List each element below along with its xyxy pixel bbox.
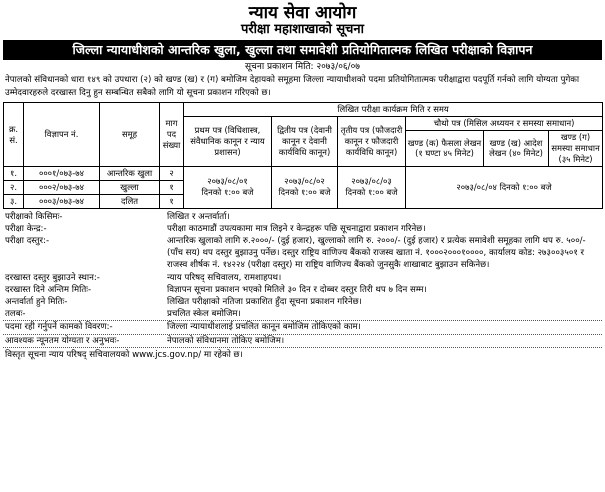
header-paper-1: प्रथम पत्र (विधिशास्त्र, संवैधानिक कानून र न्याय प्रशासन) — [184, 117, 272, 167]
header-group: समूह — [100, 103, 160, 167]
detail-row — [3, 235, 602, 272]
detail-label: अन्तर्वार्ता हुने मितिः- — [5, 297, 68, 308]
header-adv-no: विज्ञापन नं. — [24, 103, 100, 167]
paper-2-time: दिनको १:०० बजे — [278, 187, 331, 198]
detail-value: लिखित परीक्षाको नतिजा प्रकाशित हुँदा सूचना प्रकाशन गरिनेछ। — [167, 297, 362, 308]
header-exam-schedule: लिखित परीक्षा कार्यक्रम मिति र समय — [184, 103, 603, 117]
detail-value: न्याय परिषद् सचिवालय, रामशाहपथ। — [167, 272, 282, 283]
detail-label: पदमा रही गर्नुपर्ने कामको विवरण:- — [5, 322, 113, 333]
row-adv-no: ०००१/०७३-७४ — [24, 166, 100, 180]
detail-row — [3, 223, 602, 235]
publish-date: सूचना प्रकाशन मिति: २०७३/०६/०७ — [245, 62, 360, 72]
paper-3-schedule — [338, 166, 406, 208]
paper-1-time: दिनको १:०० बजे — [201, 187, 254, 198]
row-group: खुल्ला — [100, 180, 160, 194]
details-list — [3, 211, 602, 362]
detail-label: दरखास्त दस्तुर बुझाउने स्थान:- — [5, 272, 100, 283]
paper-2-schedule — [272, 166, 338, 208]
row-group: आन्तरिक खुला — [100, 166, 160, 180]
row-sn: १. — [4, 166, 24, 180]
detail-row — [3, 284, 602, 296]
row-sn: ३. — [4, 194, 24, 208]
header-paper-4c: खण्ड (ग) समस्या समाधान (३५ मिनेट) — [549, 131, 603, 167]
table-row — [4, 166, 603, 180]
notice-subtitle: परीक्षा महाशाखाको सूचना — [240, 21, 365, 37]
advertisement-banner: जिल्ला न्यायाधीशको आन्तरिक खुला, खुल्ला तथा समावेशी प्रतियोगितात्मक लिखित परीक्षाको विज्ञापन — [3, 40, 602, 60]
detail-value: प्रचलित स्केल बमोजिम। — [167, 309, 241, 320]
header-paper-4b: खण्ड (ख) आदेश लेखन (४० मिनेट) — [484, 131, 549, 167]
paper-4-schedule: २०७३/०८/०४ दिनको १:०० बजे — [406, 166, 603, 208]
detail-label: तलबः- — [5, 309, 26, 320]
row-posts: १ — [160, 180, 184, 194]
detail-value: नेपालको संविधानमा तोकिए बमोजिम। — [167, 335, 285, 346]
detail-label: आवश्यक न्यूनतम योग्यता र अनुभवः- — [5, 335, 120, 346]
paper-1-date: २०७३/०८/०१ — [207, 176, 248, 187]
detail-label: परीक्षा केन्द्र:- — [5, 223, 47, 234]
row-adv-no: ०००२/०७३-७४ — [24, 180, 100, 194]
paper-3-time: दिनको १:०० बजे — [345, 187, 398, 198]
paper-1-schedule — [184, 166, 272, 208]
detail-row — [3, 272, 602, 284]
header-paper-3: तृतीय पत्र (फौजदारी कानून र फौजदारी कार्यविधि कानून) — [338, 117, 406, 167]
header-sn: क्र. सं. — [4, 103, 24, 167]
detail-label: परीक्षा दस्तुर:- — [5, 236, 50, 247]
detail-value: आन्तरिक खुलाको लागि रु.२०००/- (दुई हजार), खुल्लाको लागि रु. २०००/- (दुई हजार) र प्रत्येक समावेशी समूहका लागि थप रु. ५००/- (पाँच सय) थप दस्तुर बुझाउनु पर्नेछ। दस्तुर राष्ट्रिय वाणिज्य बैंकको राजस्व खाता नं. १०००२०००१००००, कार्यालय कोड: २७३००३५०१ र राजस्व शीर्षक नं. १४२२४ (परीक्षा दस्तुर) मा राष्ट्रिय वाणिज्य बैंकको जुनसुकै शाखाबाट बुझाउन सकिनेछ। — [167, 236, 586, 271]
detail-value: विज्ञापन सूचना प्रकाशन भएको मितिले ३० दिन र दोब्बर दस्तुर तिरी थप ७ दिन सम्म। — [167, 284, 427, 295]
paper-2-date: २०७३/०८/०२ — [284, 176, 325, 187]
header-paper-4a: खण्ड (क) फैसला लेखन (१ घण्टा ४५ मिनेट) — [406, 131, 484, 167]
row-group: दलित — [100, 194, 160, 208]
header-paper-4: चौथो पत्र (मिसिल अध्ययन र समस्या समाधान) — [406, 117, 603, 131]
row-adv-no: ०००३/०७३-७४ — [24, 194, 100, 208]
header-paper-2: द्वितीय पत्र (देवानी कानून र देवानी कार्यविधि कानून) — [272, 117, 338, 167]
detail-value: लिखित र अन्तर्वार्ता। — [167, 211, 230, 222]
detail-row — [3, 320, 602, 333]
detail-label: दरखास्त दिने अन्तिम मितिः- — [5, 284, 92, 295]
detail-value: जिल्ला न्यायाधीशलाई प्रचलित कानून बमोजिम तोकिएको काम। — [167, 322, 361, 333]
detail-value: परीक्षा काठमाडौं उपत्यकामा मात्र लिइने र केन्द्रहरू पछि सूचनाद्वारा प्रकाशन गरिनेछ। — [167, 223, 426, 234]
row-posts: १ — [160, 194, 184, 208]
row-sn: २. — [4, 180, 24, 194]
detail-row — [3, 211, 602, 223]
exam-schedule-table — [3, 102, 603, 208]
detail-label: परीक्षाको किसिमः- — [5, 211, 63, 222]
paper-3-date: २०७३/०८/०३ — [351, 176, 392, 187]
header-posts: माग पद संख्या — [160, 103, 184, 167]
footer-note: विस्तृत सूचना न्याय परिषद् सचिवालयको www.jcs.gov.np/ मा रहेको छ। — [3, 347, 602, 362]
org-title: न्याय सेवा आयोग — [248, 3, 357, 23]
detail-row — [3, 334, 602, 347]
row-posts: २ — [160, 166, 184, 180]
detail-row — [3, 308, 602, 320]
intro-paragraph: नेपालको संविधानको धारा १४९ को उपधारा (२) को खण्ड (ख) र (ग) बमोजिम देहायको समूहमा जिल्ला न्यायाधीशको पदमा प्रतियोगितात्मक परीक्षाद्वारा पदपूर्ति गर्नको लागि योग्यता पुगेका उम्मेदवारहरुले दरखास्त दिनु हुन सम्बन्धित सबैको लागि यो सूचना प्रकाशन गरिएको छ। — [5, 75, 580, 98]
detail-row — [3, 296, 602, 308]
